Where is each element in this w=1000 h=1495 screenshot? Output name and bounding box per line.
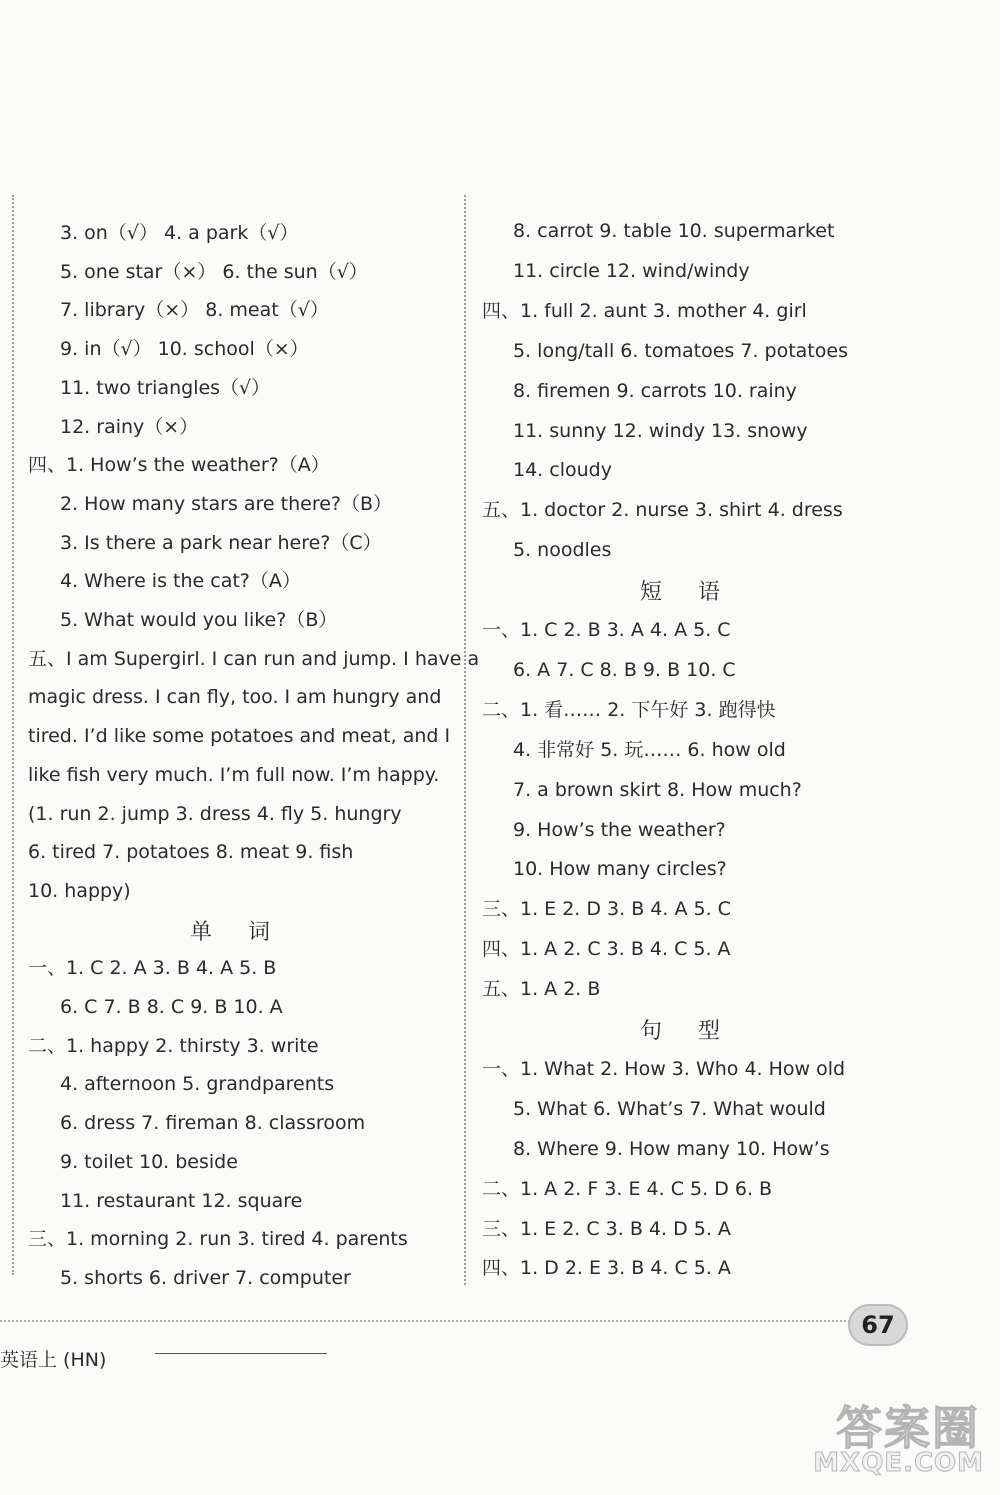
- answer-line: 五、I am Supergirl. I can run and jump. I have a: [28, 647, 480, 670]
- answer-line: 2. How many stars are there?（B）: [60, 492, 393, 515]
- answer-line: 5. noodles: [513, 539, 612, 562]
- answer-line: 四、1. A 2. C 3. B 4. C 5. A: [482, 938, 731, 961]
- answer-line: tired. I’d like some potatoes and meat, and I: [28, 725, 451, 748]
- answer-line: 五、1. A 2. B: [482, 978, 601, 1001]
- answer-line: 10. happy): [28, 879, 131, 902]
- section-heading: 句型: [640, 1019, 757, 1044]
- answer-line: 二、1. 看…… 2. 下午好 3. 跑得快: [482, 698, 776, 721]
- answer-line: 三、1. E 2. C 3. B 4. D 5. A: [482, 1217, 731, 1240]
- answer-line: magic dress. I can fly, too. I am hungry and: [28, 686, 442, 709]
- answer-line: 5. shorts 6. driver 7. computer: [60, 1266, 351, 1289]
- answer-line: 一、1. C 2. A 3. B 4. A 5. B: [28, 957, 277, 980]
- answer-line: 14. cloudy: [513, 459, 612, 482]
- answer-line: 6. C 7. B 8. C 9. B 10. A: [60, 996, 283, 1018]
- answer-line: 5. one star（×） 6. the sun（√）: [60, 260, 368, 283]
- column-divider: [464, 195, 466, 1285]
- answer-line: 5. What would you like?（B）: [60, 609, 338, 631]
- answer-line: 4. 非常好 5. 玩…… 6. how old: [513, 738, 786, 761]
- answer-line: 12. rainy（×）: [60, 415, 199, 438]
- answer-line: 8. Where 9. How many 10. How’s: [513, 1137, 830, 1160]
- answer-line: 11. restaurant 12. square: [60, 1189, 303, 1212]
- section-heading: 短语: [640, 580, 757, 606]
- answer-line: 三、1. E 2. D 3. B 4. A 5. C: [482, 898, 731, 921]
- page-number-badge: [848, 1304, 908, 1346]
- answer-line: 3. Is there a park near here?（C）: [60, 531, 382, 554]
- answer-line: 4. afternoon 5. grandparents: [60, 1073, 335, 1096]
- answer-line: 11. two triangles（√）: [60, 376, 271, 399]
- answer-line: 四、1. full 2. aunt 3. mother 4. girl: [482, 299, 807, 322]
- answer-line: 三、1. morning 2. run 3. tired 4. parents: [28, 1228, 408, 1251]
- answer-line: 10. How many circles?: [513, 858, 727, 881]
- answer-line: 二、1. A 2. F 3. E 4. C 5. D 6. B: [482, 1177, 773, 1200]
- answer-line: 7. library（×） 8. meat（√）: [60, 299, 329, 322]
- answer-line: 8. carrot 9. table 10. supermarket: [513, 220, 835, 242]
- section-heading: 单词: [190, 919, 307, 945]
- watermark-logo: 答案圈: [836, 1401, 980, 1455]
- watermark-url: MXQE.COM: [813, 1448, 984, 1478]
- answer-line: 二、1. happy 2. thirsty 3. write: [28, 1034, 319, 1057]
- answer-line: 6. tired 7. potatoes 8. meat 9. fish: [28, 841, 354, 864]
- answer-line: 四、1. D 2. E 3. B 4. C 5. A: [482, 1257, 731, 1280]
- answer-line: 3. on（√） 4. a park（√）: [60, 222, 299, 244]
- answer-line: 5. long/tall 6. tomatoes 7. potatoes: [513, 339, 848, 362]
- answer-line: 一、1. C 2. B 3. A 4. A 5. C: [482, 619, 731, 641]
- answer-line: 6. dress 7. fireman 8. classroom: [60, 1112, 366, 1135]
- answer-line: 一、1. What 2. How 3. Who 4. How old: [482, 1057, 846, 1080]
- watermark: [813, 1392, 988, 1487]
- answer-line: 6. A 7. C 8. B 9. B 10. C: [513, 658, 736, 681]
- answer-line: 7. a brown skirt 8. How much?: [513, 778, 802, 801]
- footer-divider: [0, 1320, 850, 1322]
- answer-line: 11. circle 12. wind/windy: [513, 259, 750, 282]
- page-number: 67: [861, 1311, 895, 1339]
- answer-line: 四、1. How’s the weather?（A）: [28, 454, 330, 477]
- footer-rule: [155, 1353, 327, 1354]
- answer-line: 5. What 6. What’s 7. What would: [513, 1097, 826, 1120]
- answer-line: 9. in（√） 10. school（×）: [60, 338, 309, 361]
- answer-line: 五、1. doctor 2. nurse 3. shirt 4. dress: [482, 499, 843, 522]
- left-margin-divider: [12, 195, 14, 1275]
- answer-line: 11. sunny 12. windy 13. snowy: [513, 419, 808, 442]
- answer-line: (1. run 2. jump 3. dress 4. fly 5. hungry: [28, 802, 402, 825]
- footer-book-label: 英语上 (HN): [0, 1349, 107, 1371]
- answer-line: 9. How’s the weather?: [513, 818, 726, 841]
- answer-line: 4. Where is the cat?（A）: [60, 570, 301, 593]
- answer-line: like fish very much. I’m full now. I’m happy.: [28, 763, 440, 786]
- answer-line: 8. firemen 9. carrots 10. rainy: [513, 379, 797, 402]
- answer-line: 9. toilet 10. beside: [60, 1150, 238, 1173]
